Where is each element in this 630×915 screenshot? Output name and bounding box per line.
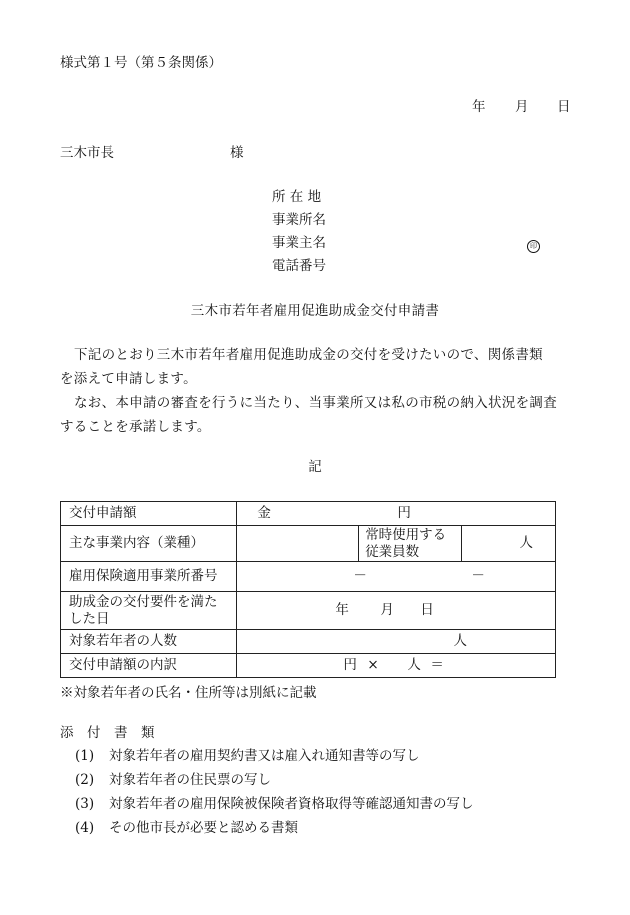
table-row [61,562,556,592]
date-month: 月 [515,99,529,115]
label-office-name: 事業所名 [272,212,326,228]
label-employee-count: 常時使用する 従業員数 [359,526,462,562]
label-employer-name: 事業主名 [272,235,326,251]
footnote: ※対象若年者の氏名・住所等は別紙に記載 [60,685,317,701]
insurance-number-cell[interactable]: － － [237,562,556,592]
label-amount-breakdown: 交付申請額の内訳 [61,654,237,678]
application-table [60,501,556,678]
body-paragraph-1: 下記のとおり三木市若年者雇用促進助成金の交付を受けたいので、関係書類 を添えて申請します。 [60,347,543,387]
attachments-heading: 添 付 書 類 [60,725,155,741]
date-year: 年 [472,99,486,115]
label-application-amount: 交付申請額 [61,502,237,526]
business-type-cell[interactable] [237,526,359,562]
application-amount-cell[interactable]: 金 円 [237,502,556,526]
form-number: 様式第１号（第５条関係） [60,55,222,71]
list-item: (3) 対象若年者の雇用保険被保険者資格取得等確認通知書の写し [75,796,474,812]
list-item: (1) 対象若年者の雇用契約書又は雇入れ通知書等の写し [75,748,420,764]
table-row [61,654,556,678]
target-count-cell[interactable]: 人 [237,630,556,654]
addressee-honorific: 様 [230,145,244,161]
label-address: 所 在 地 [272,189,322,205]
requirement-date-cell[interactable]: 年 月 日 [237,592,556,630]
table-row [61,592,556,630]
table-row [61,526,556,562]
addressee-name: 三木市長 [60,145,114,161]
list-item: (2) 対象若年者の住民票の写し [75,772,271,788]
label-target-count: 対象若年者の人数 [61,630,237,654]
list-item: (4) その他市長が必要と認める書類 [75,820,298,836]
document-title: 三木市若年者雇用促進助成金交付申請書 [190,303,440,319]
table-row [61,502,556,526]
date-day: 日 [557,99,571,115]
seal-icon: 印 [527,235,540,253]
ki-label: 記 [308,459,322,475]
attachments-list [75,744,474,840]
label-business-type: 主な事業内容（業種） [61,526,237,562]
amount-breakdown-cell[interactable]: 円 × 人 ＝ [237,654,556,678]
body-paragraph-2: なお、本申請の審査を行うに当たり、当事業所又は私の市税の納入状況を調査 することを承諾します。 [60,395,557,435]
label-requirement-date: 助成金の交付要件を満た した日 [61,592,237,630]
employee-count-cell[interactable]: 人 [462,526,556,562]
table-row [61,630,556,654]
label-insurance-number: 雇用保険適用事業所番号 [61,562,237,592]
label-phone: 電話番号 [272,258,326,274]
